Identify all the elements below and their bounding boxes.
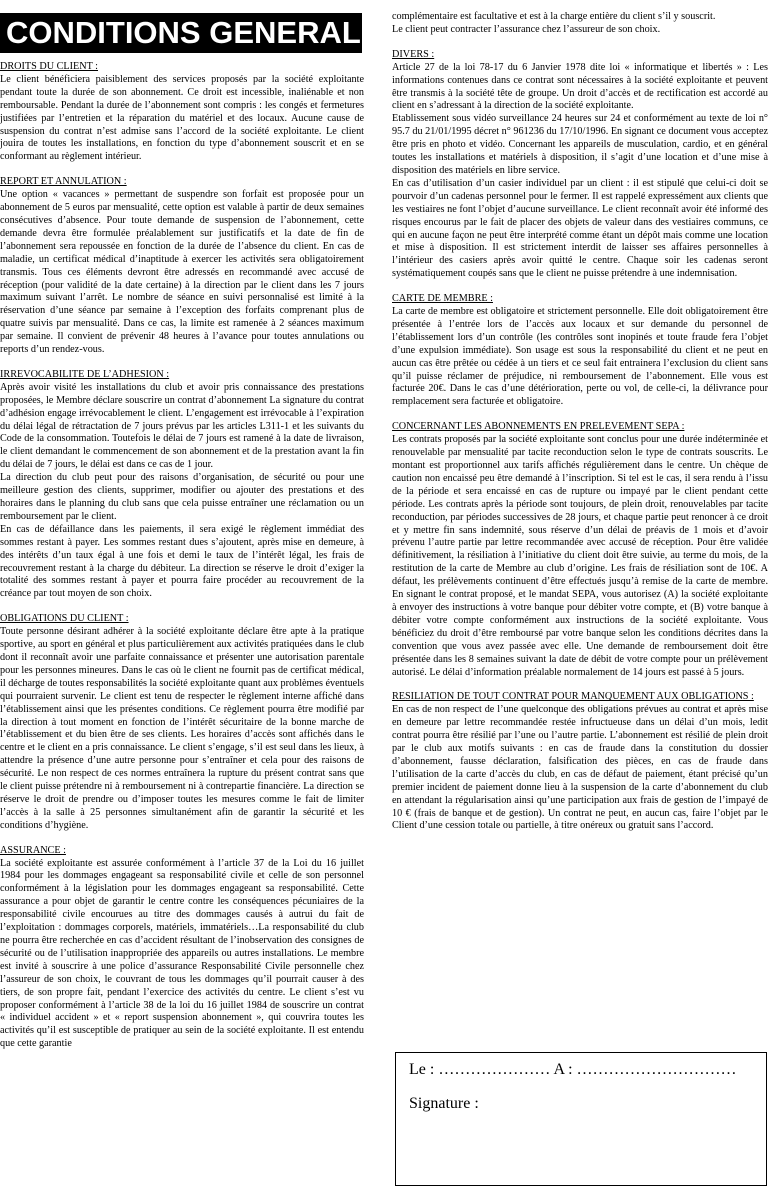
section-paragraph: Toute personne désirant adhérer à la société exploitante déclare être apte à la pratique sportive, au sport en général et plus particulièrement aux activités pratiquées dans le club dont il reconnaît avoir une parfaite connaissance et présenter une autorisation parentale pour les personnes mineures. Dans le cas où le client ne fournit pas de certificat médical, il décharge de toutes responsabilités la société exploitante quant aux problèmes éventuels qui pourraient survenir. Le client est tenu de respecter le règlement interne affiché dans l’établissement ainsi que les présentes conditions. Ce règlement pourra être modifié par la direction à tout moment en fonction de l’intérêt sécuritaire de la bonne marche de l’établissement et du bien être de ses clients. Les horaires d’accès sont affichés dans le centre et le client en a pris connaissance. Le client s’engage, s’il est seul dans les lieux, à attendre la présence d’une autre personne pour s’entraîner et cela pour des raisons de sécurité. Le non respect de ces normes entraînera la rupture du présent contrat sans que le client puisse prétendre ni à remboursement ni à contrepartie financière. La direction se réserve le droit de prendre ou d’imposer toutes les mesures comme le fait de limiter l’accès à la salle à 25 personnes simultanément afin de garantir la sécurité et les conditions d’hygiène. (0, 626, 364, 831)
date-place-line[interactable]: Le : ………………… A : ………………………… (409, 1061, 737, 1078)
section-heading: CONCERNANT LES ABONNEMENTS EN PRELEVEMENT SEPA : (392, 421, 685, 433)
section-paragraph: En cas de non respect de l’une quelconque des obligations prévues au contrat et après mise en demeure par lettre recommandée restée infructueuse dans un délai d’un mois, ledit contrat pourra être résilié par l’une ou l’autre partie. L’abonnement est résilié de plein droit par le club aux motifs suivants : en cas de fraude dans la constitution du dossier d’abonnement, fausse déclaration, falsification des pièces, en cas de fraude dans l’utilisation de la carte d’accès du club, en cas de défaut de paiement, étant précisé qu’un premier incident de paiement donne lieu à la suspension de la carte d’abonnement du club en attendant la régularisation ainsi qu’une participation aux frais de gestion de l’impayé de 10 € (frais de banque et de gestion). Un contrat ne peut, en aucun cas, faire l’objet par le Client d’une cession totale ou partielle, à titre onéreux ou gratuit sans l’accord. (392, 704, 768, 832)
section-resiliation (392, 691, 768, 833)
section-heading: OBLIGATIONS DU CLIENT : (0, 613, 129, 625)
continuation-paragraph: Le client peut contracter l’assurance chez l’assureur de son choix. (392, 23, 661, 35)
section-assurance (0, 845, 364, 1052)
section-divers (392, 49, 768, 281)
section-heading: RESILIATION DE TOUT CONTRAT POUR MANQUEMENT AUX OBLIGATIONS : (392, 691, 754, 703)
right-column (392, 11, 768, 1061)
section-paragraph: En cas d’utilisation d’un casier individuel par un client : il est stipulé que celui-ci doit se pourvoir d’un cadenas personnel pour le fermer. Il est rappelé expressément aux clients que les vestiaires ne font l’objet d’aucune surveillance. Le client reconnaît avoir été informé des risques encourus par le fait de placer des objets de valeur dans des vestiaires communs, ce qui en aucune façon ne peut être interprété comme étant un dépôt mais comme une location et mise à disposition. Il est strictement interdit de laisser ses affaires personnelles à l’intérieur des casiers après avoir quitté le centre. Chaque soir les cadenas seront systématiquement coupés sans que le client ne puisse prétendre à une indemnisation. (392, 177, 768, 280)
section-paragraph: Les contrats proposés par la société exploitante sont conclus pour une durée indéterminée et renouvelable par mensualité par tacite reconduction selon le type de contrats souscrits. Le montant est proportionnel aux tarifs affichés régulièrement dans le centre. Un chèque de caution non encaissé peu être demandé à l’inscription. Si tel est le cas, il sera rendu à l’issu de la période et sera encaissé en cas de rupture ou impayé par le client pendant cette période. Les contrats après la période sont toujours, de plein droit, renouvelables par tacite reconduction, par périodes successives de 28 jours, et chaque partie peut renoncer à ce droit et y mettre fin sans indemnité, sous réserve d’un délai de préavis de 1 mois et d’avoir prévenu l’autre partie par lettre recommandée avec accusé de réception. Pour être validée définitivement, la résiliation à l’initiative du client doit être suivie, au terme du mois, de la restitution de la carte de Membre au club d’origine. Les frais de résiliation sont de 10€. A défaut, les prélèvements continuent d’être effectués jusqu’à remise de la carte de membre. En signant le contrat proposé, et le mandat SEPA, vous autorisez (A) la société exploitante à envoyer des instructions à votre banque pour débiter votre compte, et (B) votre banque à débiter votre compte conformément aux instructions de la société exploitante. Vous bénéficiez du droit d’être remboursé par votre banque selon les conditions décrites dans la convention que vous avez passée avec elle. Une demande de remboursement doit être présentée dans les 8 semaines suivant la date de débit de votre compte pour un prélèvement autorisé. Le délai d’information préalable normalement de 14 jours est passé à 5 jours. (392, 434, 768, 678)
section-paragraph: La société exploitante est assurée conformément à l’article 37 de la Loi du 16 juillet 1984 pour les dommages engageant sa responsabilité civile et celle de son personnel conformément à la législation pour les dommages engageant sa responsabilité. Cette assurance a pour objet de garantir le centre contre les conséquences pécuniaires de la responsabilité civile encourues au titre des dommages causés à autrui du fait de l’exploitation : dommages corporels, matériels, immatériels…La responsabilité du club ne pourra être recherchée en cas d’accident résultant de l’inobservation des consignes de sécurité ou de l’utilisation inappropriée des appareils ou autres installations. Le membre est invité à souscrire à une police d’assurance Responsabilité Civile personnelle chez l’assureur de son choix, le couvrant de tous les dommages qu’il pourrait causer à des tiers, de son propre fait, pendant l’exercice des activités du centre. Le client s’est vu proposer conformément à l’article 38 de la loi du 16 juillet 1984 de souscrire un contrat « individuel accident » et « report suspension abonnement », qui couvrira toutes les activités qu’il est susceptible de pratiquer au sein de la société exploitante. Il est entendu que cette garantie (0, 857, 364, 1050)
section-report-et-annulation (0, 176, 364, 357)
left-column (0, 61, 364, 1200)
section-irrevocabilite (0, 369, 364, 601)
document-title: CONDITIONS GENERALES (0, 13, 362, 53)
signature-box (395, 1052, 767, 1186)
section-obligations-du-client (0, 613, 364, 832)
section-paragraph: Etablissement sous vidéo surveillance 24 heures sur 24 et conformément au texte de loi n° 95.7 du 21/01/1995 décret n° 961236 du 17/10/1996. En signant ce document vous acceptez être pris en photo et vidéo. Concernant les appareils de musculation, cardio, et en général toutes les installations et matériels à disposition, il s’agit d’une location et d’une mise à disposition des matériels en libre service. (392, 113, 768, 176)
section-heading: DIVERS : (392, 48, 435, 60)
section-heading: IRREVOCABILITE DE L’ADHESION : (0, 368, 170, 380)
section-carte-de-membre (392, 293, 768, 409)
section-paragraph: En cas de défaillance dans les paiements, il sera exigé le règlement immédiat des sommes restant à payer. Les sommes restant dues s’ajoutent, après mise en demeure, à des intérêts d’un taux égal à une fois et demi le taux de l’intérêt légal, les frais de recouvrement restant à la charge du débiteur. La direction se réserve le droit d’exiger la totalité des sommes restant à payer et pourra faire procéder au recouvrement de la créance par tout moyen de son choix. (0, 523, 364, 600)
section-paragraph: La carte de membre est obligatoire et strictement personnelle. Elle doit obligatoirement être présentée à l’entrée lors de l’accès aux locaux et sur demande du personnel de l’établissement lors d’un contrôle (les contrôles sont inopinés et toute fraude fera l’objet d’une expulsion immédiate). Son usage est sous la responsabilité du client et ne peut en aucun cas être prêtée ou cédée à un tiers et ce seul fait entrainera l’exclusion du client sans qu’il puisse réclamer de préjudice, ni remboursement de l’abonnement. Elle vous est facturée 20€. Dans le cas d’une détérioration, perte ou vol, de celle-ci, la délivrance pour remplacement sera facturée et obligatoire. (392, 306, 768, 408)
signature-label[interactable]: Signature : (409, 1095, 479, 1112)
section-paragraph: Une option « vacances » permettant de suspendre son forfait est proposée pour un abonnement de 5 euros par mensualité, cette option est valable à partir de deux semaines consécutives d’absence. Pour toute demande de suspension de l’abonnement, cette demande devra être formulée préalablement sur justificatifs et la date de fin de l’abonnement sera repoussée en fonction de la durée de l’absence du client. En cas de maladie, un certificat médical d’inaptitude à exercer les activités sera obligatoirement transmis. Tous ces éléments devront être adressés en recommandé avec accusé de réception (pour validité de la date certaine) à la direction par le client dans les 7 jours maximum suivant l’arrêt. Le nombre de séance en suivi personnalisé est limité à la réservation d’une séance par semaine à l’exception des forfaits comprenant plus de quatre suivis par mensualité. Dans ce cas, la limite est ramenée à 2 séances maximum par semaine. Il convient de prévenir 48 heures à l’avance pour toutes annulations ou reports d’un rendez-vous. (0, 189, 364, 356)
section-prelevement-sepa (392, 421, 768, 679)
section-droits-du-client (0, 61, 364, 164)
section-heading: ASSURANCE : (0, 844, 66, 856)
section-paragraph: Après avoir visité les installations du club et avoir pris connaissance des prestations proposées, le Membre déclare souscrire un contrat d’abonnement La signature du contrat d’adhésion engage irrévocablement le client. L’engagement est irrévocable à l’expiration du délai légal de rétractation de 7 jours prévus par les articles L311-1 et les suivants du Code de la consommation. Toutefois le délai de 7 jours est ramené à la date de livraison, le client demandant le commencement de son abonnement et de la prestation avant la fin du délai de 7 jours, le délai est dans ce cas de 1 jour. (0, 381, 364, 471)
continuation-paragraph: complémentaire est facultative et est à la charge entière du client s’il y souscrit. (392, 11, 716, 22)
section-heading: REPORT ET ANNULATION : (0, 176, 127, 188)
section-heading: CARTE DE MEMBRE : (392, 293, 493, 305)
section-paragraph: Article 27 de la loi 78-17 du 6 Janvier 1978 dite loi « informatique et libertés » : Les informations contenues dans ce contrat sont nécessaires à la société exploitante et peuvent être transmis à la société tête de groupe. Un droit d’accès et de rectification est accordé au client en s’adressant à la direction de la société exploitante. (392, 61, 768, 112)
section-paragraph: La direction du club peut pour des raisons d’organisation, de sécurité ou pour une meilleure gestion des clients, supprimer, modifier ou ajouter des prestations et des horaires dans le planning du club sans que cela puisse entraîner une réclamation ou un remboursement par le client. (0, 472, 364, 522)
section-heading: DROITS DU CLIENT : (0, 61, 99, 72)
section-paragraph: Le client bénéficiera paisiblement des services proposés par la société exploitante pendant toute la durée de son abonnement. Ce droit est incessible, inaliénable et non remboursable. Pendant la durée de l’abonnement sont compris : les congés et fermetures justifiées par l’entretien et la réparation du matériel et des locaux. Aucune cause de suspension du contrat n’est admise sans l’accord de la société exploitante. Le client jouira de toutes les installations, en fonction du type d’abonnement souscrit et en se conformant au règlement intérieur. (0, 73, 364, 163)
assurance-continuation (392, 11, 768, 37)
